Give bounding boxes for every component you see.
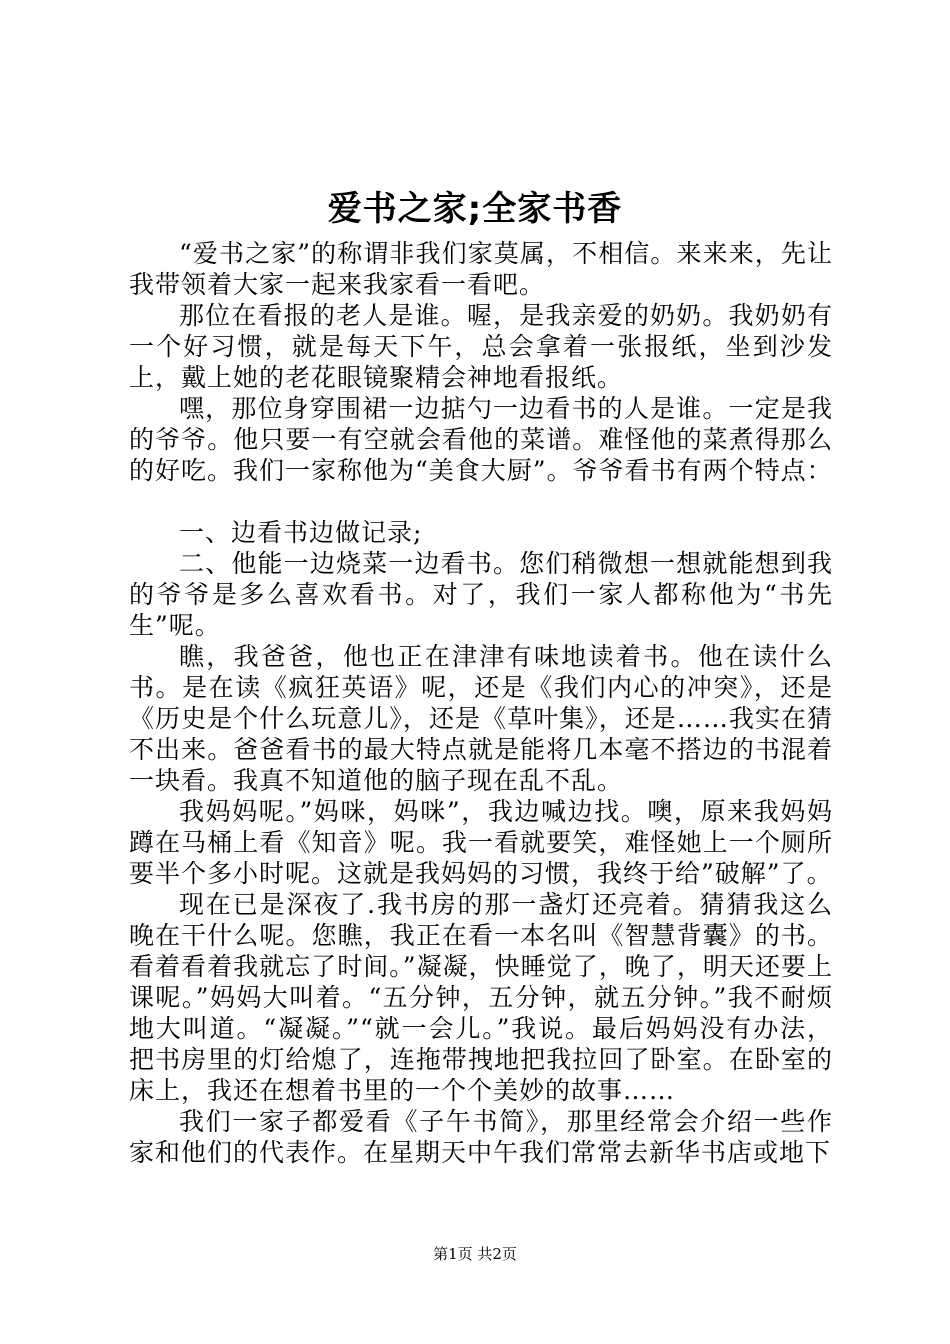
paragraph-grandma: 那位在看报的老人是谁。喔，是我亲爱的奶奶。我奶奶有一个好习惯，就是每天下午，总会拿着一张报纸，坐到沙发上，戴上她的老花眼镜聚精会神地看报纸。 bbox=[129, 301, 833, 392]
document-body bbox=[129, 238, 833, 1168]
paragraph-night-reading: 现在已是深夜了.我书房的那一盏灯还亮着。猜猜我这么晚在干什么呢。您瞧，我正在看一本名叫《智慧背囊》的书。看着看着我就忘了时间。”凝凝，快睡觉了，晚了，明天还要上课呢。”妈妈大叫着。“五分钟，五分钟，就五分钟。”我不耐烦地大叫道。“凝凝。”“就一会儿。”我说。最后妈妈没有办法，把书房里的灯给熄了，连拖带拽地把我拉回了卧室。在卧室的床上，我还在想着书里的一个个美妙的故事…… bbox=[129, 890, 833, 1105]
paragraph-grandpa-trait-1: 一、边看书边做记录; bbox=[179, 518, 423, 547]
paragraph-family-magazine: 我们一家子都爱看《子午书简》，那里经常会介绍一些作家和他们的代表作。在星期天中午我们常常去新华书店或地下 bbox=[129, 1107, 833, 1167]
paragraph-grandpa-trait-2: 二、他能一边烧菜一边看书。您们稍微想一想就能想到我的爷爷是多么喜欢看书。对了，我们一家人都称他为“书先生”呢。 bbox=[129, 549, 833, 640]
document-title: 爱书之家;全家书香 bbox=[327, 189, 623, 229]
paragraph-grandpa: 嘿，那位身穿围裙一边掂勺一边看书的人是谁。一定是我的爷爷。他只要一有空就会看他的菜谱。难怪他的菜煮得那么的好吃。我们一家称他为“美食大厨”。爷爷看书有两个特点： bbox=[129, 394, 833, 485]
page-number-footer: 第1页 共2页 bbox=[433, 1245, 517, 1263]
paragraph-dad: 瞧，我爸爸，他也正在津津有味地读着书。他在读什么书。是在读《疯狂英语》呢，还是《我们内心的冲突》，还是《历史是个什么玩意儿》，还是《草叶集》，还是……我实在猜不出来。爸爸看书的最大特点就是能将几本毫不搭边的书混着一块看。我真不知道他的脑子现在乱不乱。 bbox=[129, 642, 833, 795]
paragraph-intro: “爱书之家”的称谓非我们家莫属，不相信。来来来，先让我带领着大家一起来我家看一看吧。 bbox=[129, 239, 833, 299]
paragraph-mom: 我妈妈呢。”妈咪，妈咪”，我边喊边找。噢，原来我妈妈蹲在马桶上看《知音》呢。我一看就要笑，难怪她上一个厕所要半个多小时呢。这就是我妈妈的习惯，我终于给”破解”了。 bbox=[129, 797, 833, 888]
